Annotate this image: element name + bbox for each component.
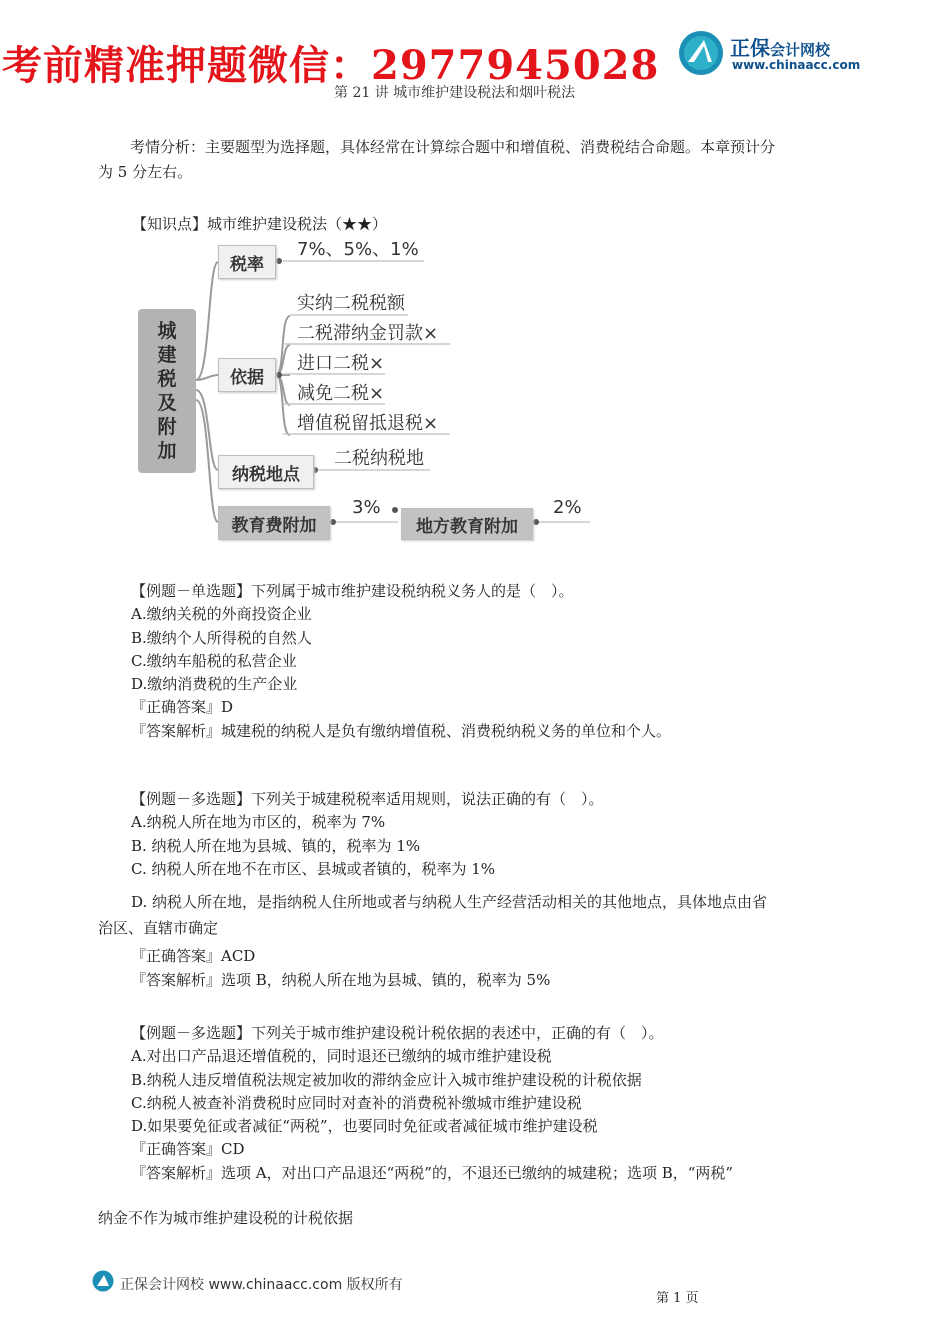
analysis: 『答案解析』城建税的纳税人是负有缴纳增值税、消费税纳税义务的单位和个人。	[131, 721, 672, 740]
footer-page: 第 1 页	[656, 1291, 699, 1306]
mindmap-connectors	[0, 0, 950, 560]
example-question-3	[131, 1022, 733, 1185]
knowledge-heading: 【知识点】城市维护建设税法（★★）	[132, 215, 388, 233]
option: C.缴纳车船税的私营企业	[131, 651, 297, 670]
mindmap-leaf-basis-5: 增值税留抵退税×	[297, 413, 439, 434]
mindmap-leaf-basis-2: 二税滞纳金罚款×	[297, 323, 439, 344]
answer: 『正确答案』ACD	[131, 947, 256, 965]
mindmap-leaf-basis-1: 实纳二税税额	[297, 293, 405, 314]
promo-banner: 考前精准押题微信：2977945028	[2, 42, 660, 89]
intro-line-1: 考情分析：主要题型为选择题，具体经常在计算综合题中和增值税、消费税结合命题。本章预计分	[130, 138, 776, 156]
question-stem: 【例题－多选题】下列关于城市维护建设税计税依据的表述中，正确的有（ ）。	[131, 1024, 664, 1042]
mindmap-leaf-local-edu-rate: 2%	[553, 497, 582, 518]
option: B.纳税人违反增值税法规定被加收的滞纳金应计入城市维护建设税的计税依据	[131, 1070, 642, 1089]
mindmap-leaf-basis-4: 减免二税×	[297, 383, 385, 404]
option: D.缴纳消费税的生产企业	[131, 675, 298, 694]
mindmap-node-edu: 教育费附加	[218, 506, 330, 540]
mindmap-root: 城 建 税 及 附 加	[138, 309, 196, 473]
option: B. 纳税人所在地为县城、镇的，税率为 1%	[131, 836, 421, 855]
footer-logo-icon	[92, 1270, 114, 1292]
mindmap-leaf-edu-rate: 3%	[352, 497, 381, 518]
question-stem: 【例题－多选题】下列关于城建税税率适用规则，说法正确的有（ ）。	[131, 790, 604, 808]
mindmap-leaf-rate: 7%、5%、1%	[297, 239, 419, 260]
mindmap-node-place: 纳税地点	[218, 455, 314, 489]
option: B.缴纳个人所得税的自然人	[131, 628, 312, 647]
option: D.如果要免征或者减征“两税”，也要同时免征或者减征城市维护建设税	[131, 1117, 598, 1136]
logo-url: www.chinaacc.com	[732, 58, 861, 72]
option: C.纳税人被查补消费税时应同时对查补的消费税补缴城市维护建设税	[131, 1093, 582, 1112]
intro-line-2: 为 5 分左右。	[98, 163, 193, 181]
option: C. 纳税人所在地不在市区、县城或者镇的，税率为 1%	[131, 859, 496, 878]
question-stem: 【例题－单选题】下列属于城市维护建设税纳税义务人的是（ ）。	[131, 582, 574, 600]
mindmap-leaf-place: 二税纳税地	[334, 448, 424, 469]
mindmap-node-rate: 税率	[218, 245, 276, 279]
mindmap-node-basis: 依据	[218, 358, 276, 392]
example-question-2	[131, 788, 604, 876]
analysis-cut: 『答案解析』选项 B，纳税人所在地为县城、镇的，税率为 5%	[131, 971, 551, 989]
answer: 『正确答案』D	[131, 698, 234, 717]
option: A.对出口产品退还增值税的，同时退还已缴纳的城市维护建设税	[131, 1047, 552, 1066]
option: A.缴纳关税的外商投资企业	[131, 605, 312, 624]
answer: 『正确答案』CD	[131, 1140, 245, 1159]
example-question-1	[131, 580, 671, 743]
option-d-continued: 治区、直辖市确定	[98, 919, 219, 937]
mindmap-leaf-basis-3: 进口二税×	[297, 353, 385, 374]
mindmap-node-local-edu: 地方教育附加	[401, 508, 533, 540]
analysis-continued: 纳金不作为城市维护建设税的计税依据	[98, 1209, 354, 1227]
footer-copyright: 正保会计网校 www.chinaacc.com 版权所有	[120, 1277, 403, 1293]
analysis: 『答案解析』选项 A，对出口产品退还“两税”的，不退还已缴纳的城建税；选项 B，“两税”	[131, 1163, 734, 1182]
option-d-cut: D. 纳税人所在地，是指纳税人住所地或者与纳税人生产经营活动相关的其他地点，具体地点由省	[131, 893, 768, 911]
option: A.纳税人所在地为市区的，税率为 7%	[131, 813, 386, 832]
logo-name: 正保会计网校	[730, 36, 831, 60]
lecture-heading: 第 21 讲 城市维护建设税法和烟叶税法	[334, 85, 576, 101]
